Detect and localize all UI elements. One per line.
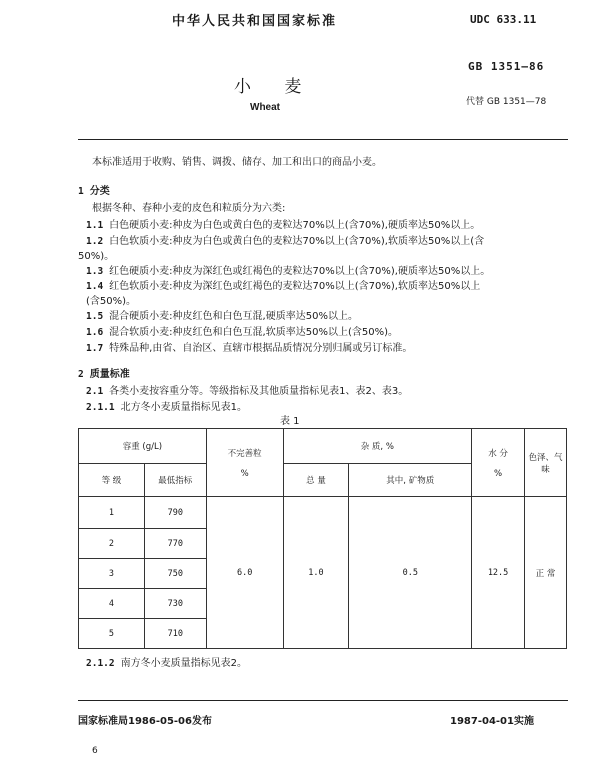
clause-2-1 — [86, 385, 408, 398]
clause-number: 1.6 — [86, 327, 104, 338]
header-grade: 等 级 — [79, 464, 145, 497]
clause-text: 南方冬小麦质量指标见表2。 — [120, 658, 247, 669]
header-moisture-unit: % — [494, 468, 503, 479]
header-moisture-label: 水 分 — [488, 448, 508, 459]
clause-1-1 — [86, 219, 480, 232]
table-caption: 表 1 — [280, 416, 300, 427]
min-density-cell: 730 — [144, 589, 206, 619]
clause-text: 红色软质小麦:种皮为深红色或红褐色的麦粒达70%以上(含70%),软质率达50%以上 — [109, 281, 481, 292]
header-min: 最低指标 — [144, 464, 206, 497]
scope-statement: 本标准适用于收购、销售、调拨、储存、加工和出口的商品小麦。 — [92, 157, 382, 168]
clause-number: 1.7 — [86, 343, 104, 354]
footer-rule — [78, 700, 568, 701]
clause-text: 白色软质小麦:种皮为白色或黄白色的麦粒达70%以上(含70%),软质率达50%以上(含 — [109, 236, 485, 247]
min-density-cell: 750 — [144, 559, 206, 589]
clause-number: 2.1.1 — [86, 402, 115, 413]
section-1-heading — [78, 182, 110, 197]
page-subtitle: Wheat — [250, 102, 280, 113]
grade-cell: 4 — [79, 589, 145, 619]
clause-1-6 — [86, 326, 398, 339]
grade-cell: 5 — [79, 619, 145, 649]
header-imperfect-label: 不完善粒 — [227, 448, 262, 459]
header-impurity: 杂 质, % — [283, 429, 472, 464]
imperfect-value: 6.0 — [206, 497, 283, 649]
header-imperfect-unit: % — [240, 468, 249, 479]
clause-number: 1.5 — [86, 311, 104, 322]
clause-2-1-1 — [86, 401, 247, 414]
effective-date: 1987-04-01实施 — [450, 716, 534, 727]
color-value: 正 常 — [525, 497, 567, 649]
clause-text: 北方冬小麦质量指标见表1。 — [120, 402, 247, 413]
section-number: 2 — [78, 369, 84, 380]
clause-number: 2.1.2 — [86, 658, 115, 669]
clause-number: 1.2 — [86, 236, 104, 247]
grade-cell: 3 — [79, 559, 145, 589]
issued-by: 国家标准局1986-05-06发布 — [78, 716, 212, 727]
clause-1-4 — [86, 280, 480, 293]
grade-cell: 2 — [79, 529, 145, 559]
header-moisture — [472, 429, 525, 497]
clause-text: 混合硬质小麦:种皮红色和白色互混,硬质率达50%以上。 — [109, 311, 358, 322]
header-imperfect — [206, 429, 283, 497]
page-title: 小 麦 — [234, 77, 316, 97]
table-row — [79, 497, 567, 529]
page-number: 6 — [92, 746, 98, 756]
header-density: 容重 (g/L) — [79, 429, 207, 464]
clause-1-7 — [86, 342, 412, 355]
section-2-heading — [78, 365, 130, 380]
clause-1-2 — [86, 235, 484, 248]
section-title: 质量标准 — [89, 369, 130, 380]
clause-1-2-cont: 50%)。 — [78, 251, 115, 262]
min-density-cell: 710 — [144, 619, 206, 649]
gb-number: GB 1351—86 — [468, 60, 545, 73]
clause-2-1-2 — [86, 657, 247, 670]
quality-table — [78, 428, 567, 649]
table-header-row — [79, 429, 567, 464]
clause-text: 红色硬质小麦:种皮为深红色或红褐色的麦粒达70%以上(含70%),硬质率达50%以上。 — [109, 266, 491, 277]
impurity-total-value: 1.0 — [283, 497, 349, 649]
udc-code: UDC 633.11 — [470, 13, 537, 26]
header-mineral: 其中, 矿物质 — [349, 464, 472, 497]
clause-1-3 — [86, 265, 490, 278]
clause-text: 各类小麦按容重分等。等级指标及其他质量指标见表1、表2、表3。 — [109, 386, 409, 397]
grade-cell: 1 — [79, 497, 145, 529]
replaces-note: 代替 GB 1351—78 — [466, 97, 547, 107]
clause-number: 1.3 — [86, 266, 104, 277]
header-rule — [78, 139, 568, 140]
header-color: 色泽、气味 — [525, 429, 567, 497]
clause-text: 特殊品种,由省、自治区、直辖市根据品质情况分别归属或另订标准。 — [109, 343, 413, 354]
section-number: 1 — [78, 186, 84, 197]
mineral-value: 0.5 — [349, 497, 472, 649]
header-total: 总 量 — [283, 464, 349, 497]
min-density-cell: 770 — [144, 529, 206, 559]
clause-1-4-cont: (含50%)。 — [86, 296, 137, 307]
clause-text: 白色硬质小麦:种皮为白色或黄白色的麦粒达70%以上(含70%),硬质率达50%以上。 — [109, 220, 481, 231]
standard-authority: 中华人民共和国国家标准 — [172, 14, 338, 29]
moisture-value: 12.5 — [472, 497, 525, 649]
section-1-lead: 根据冬种、春种小麦的皮色和粒质分为六类: — [92, 203, 286, 214]
clause-1-5 — [86, 310, 358, 323]
clause-number: 1.1 — [86, 220, 104, 231]
section-title: 分类 — [89, 186, 110, 197]
clause-number: 2.1 — [86, 386, 104, 397]
min-density-cell: 790 — [144, 497, 206, 529]
clause-text: 混合软质小麦:种皮红色和白色互混,软质率达50%以上(含50%)。 — [109, 327, 398, 338]
clause-number: 1.4 — [86, 281, 104, 292]
